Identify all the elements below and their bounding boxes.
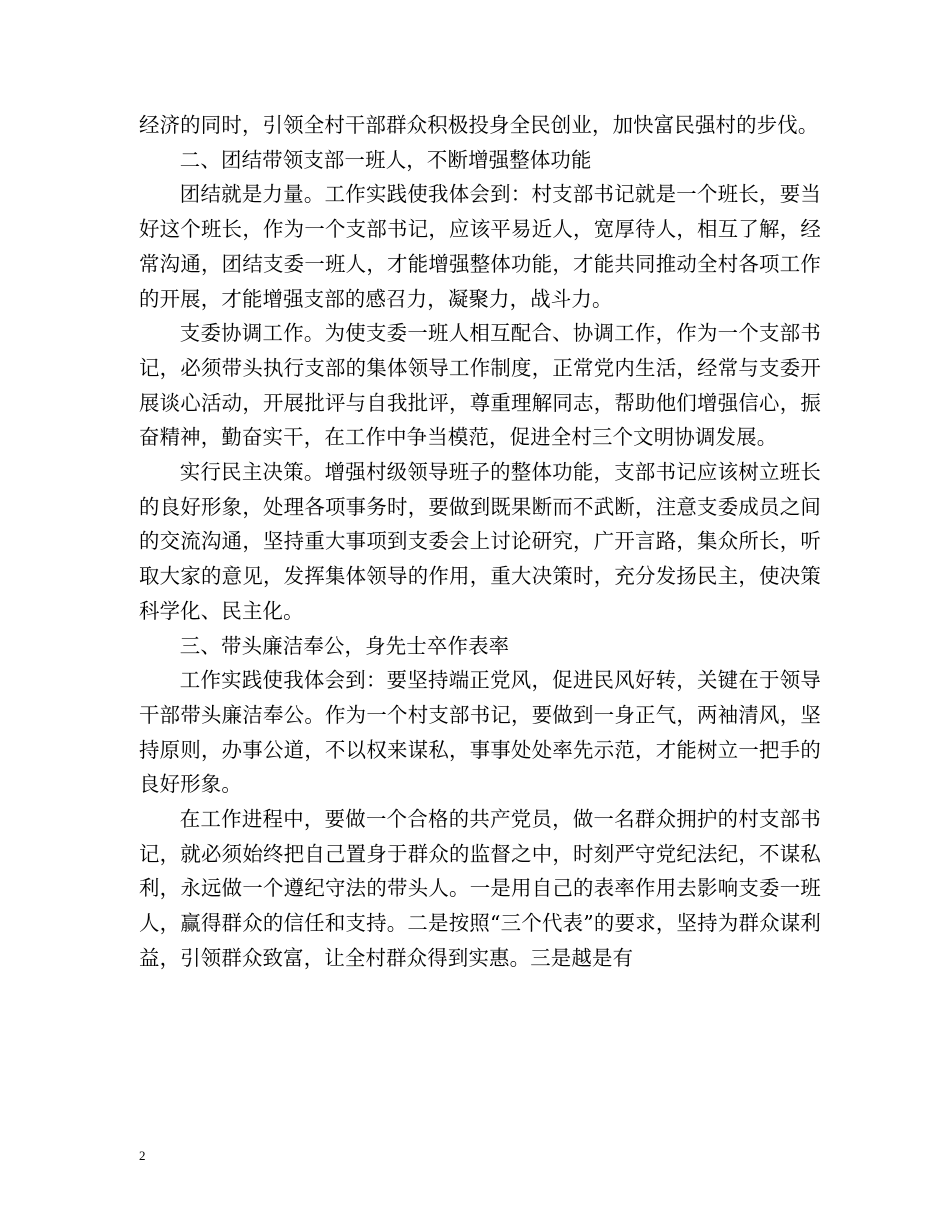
paragraph: 经济的同时，引领全村干部群众积极投身全民创业，加快富民强村的步伐。: [139, 113, 819, 137]
paragraph: 支委协调工作。为使支委一班人相互配合、协调工作，作为一个支部书记，必须带头执行支部的集体领导工作制度，正常党内生活，经常与支委开展谈心活动，开展批评与自我批评，尊重理解同志，帮助他们增强信心，振奋精神，勤奋实干，在工作中争当模范，促进全村三个文明协调发展。: [139, 321, 821, 450]
section-heading: 三、带头廉洁奉公，身先士卒作表率: [179, 633, 510, 658]
page-number: 2: [139, 1148, 146, 1163]
document-body: [139, 108, 821, 976]
section-heading: 二、团结带领支部一班人，不断增强整体功能: [179, 147, 592, 172]
paragraph: 团结就是力量。工作实践使我体会到：村支部书记就是一个班长，要当好这个班长，作为一个支部书记，应该平易近人，宽厚待人，相互了解，经常沟通，团结支委一班人，才能增强整体功能，才能共同推动全村各项工作的开展，才能增强支部的感召力，凝聚力，战斗力。: [139, 182, 821, 311]
paragraph: 在工作进程中，要做一个合格的共产党员，做一名群众拥护的村支部书记，就必须始终把自己置身于群众的监督之中，时刻严守党纪法纪，不谋私利，永远做一个遵纪守法的带头人。一是用自己的表率作用去影响支委一班人，赢得群众的信任和支持。二是按照“三个代表”的要求，坚持为群众谋利益，引领群众致富，让全村群众得到实惠。三是越是有: [139, 807, 821, 970]
paragraph: 实行民主决策。增强村级领导班子的整体功能，支部书记应该树立班长的良好形象，处理各项事务时，要做到既果断而不武断，注意支委成员之间的交流沟通，坚持重大事项到支委会上讨论研究，广开言路，集众所长，听取大家的意见，发挥集体领导的作用，重大决策时，充分发扬民主，使决策科学化、民主化。: [139, 460, 821, 623]
paragraph: 工作实践使我体会到：要坚持端正党风，促进民风好转，关键在于领导干部带头廉洁奉公。作为一个村支部书记，要做到一身正气，两袖清风，坚持原则，办事公道，不以权来谋私，事事处处率先示范，才能树立一把手的良好形象。: [139, 668, 821, 797]
